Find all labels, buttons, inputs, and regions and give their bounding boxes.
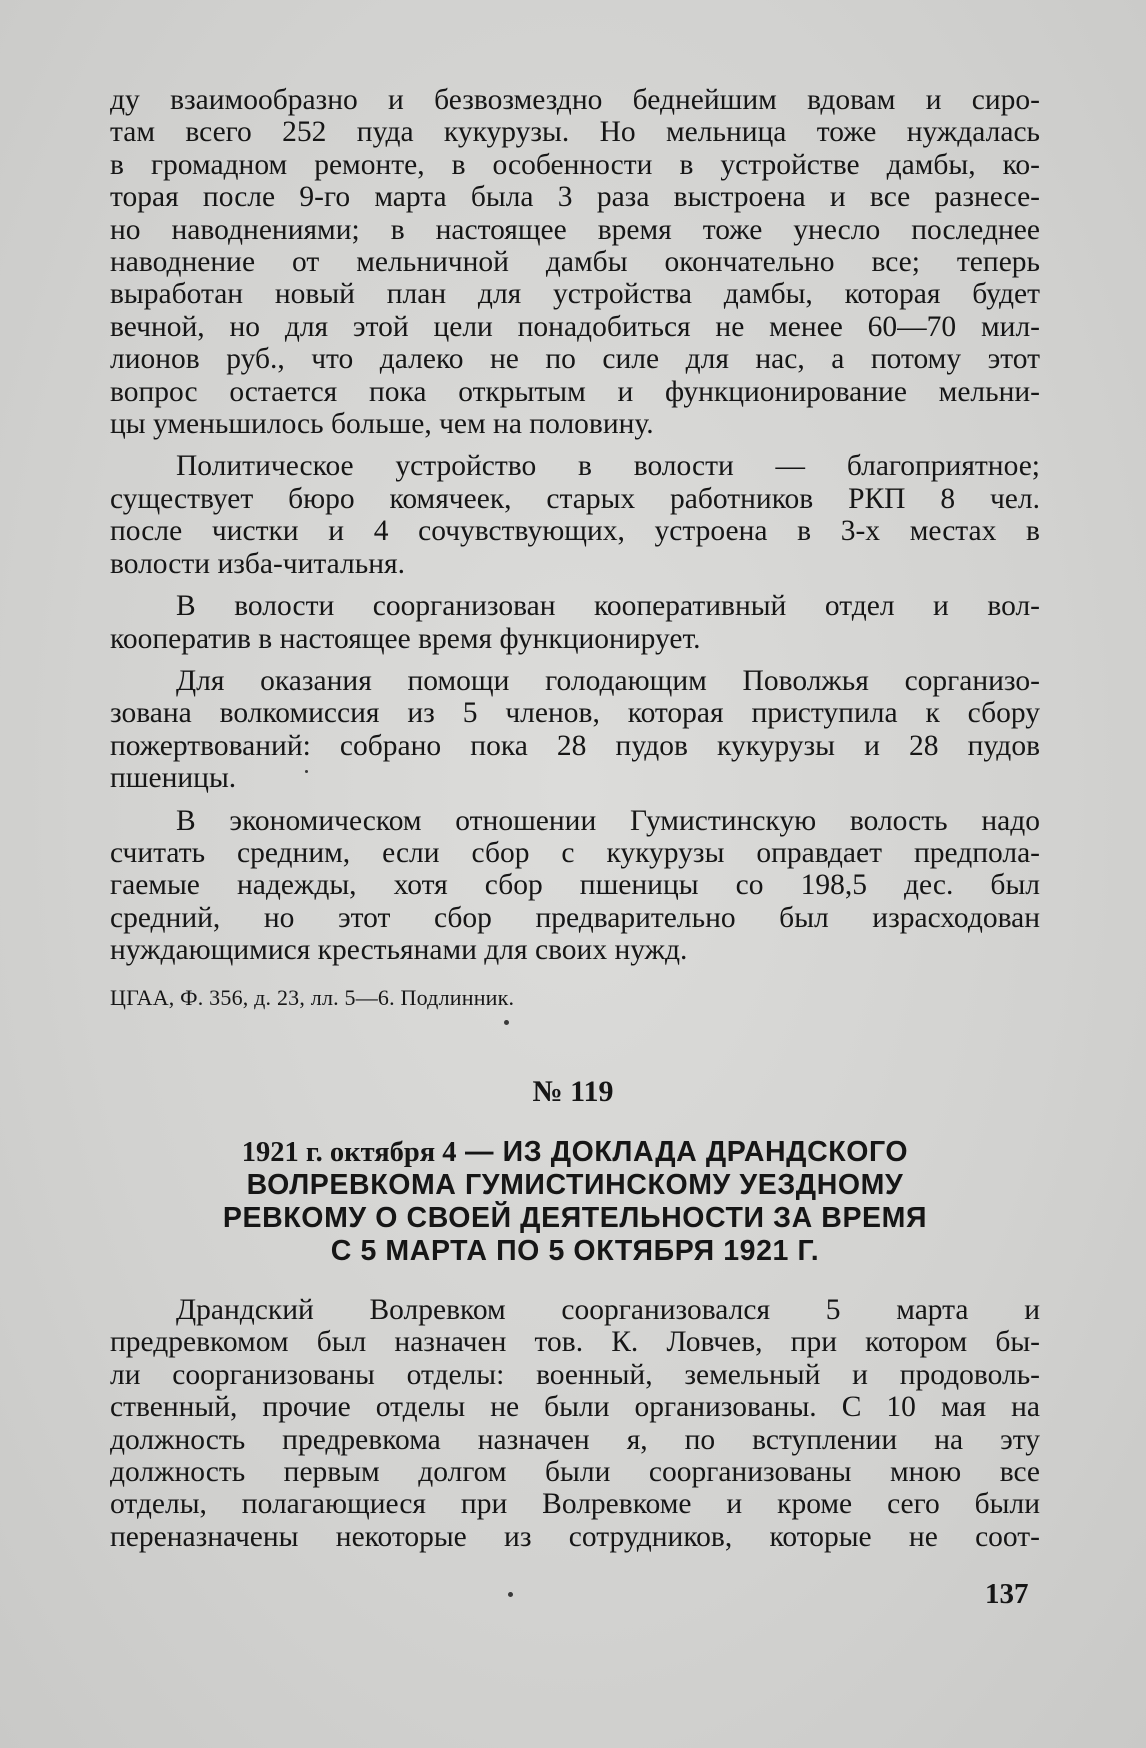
text-line: В волости соорганизован кооперативный отдел и вол- xyxy=(176,590,1040,623)
text-line: лионов руб., что далеко не по силе для нас, а потому этот xyxy=(110,343,1040,376)
text-line: в громадном ремонте, в особенности в устройстве дамбы, ко- xyxy=(110,148,1040,181)
paragraph-cooperative xyxy=(110,590,1040,655)
title-line: ВОЛРЕВКОМА ГУМИСТИНСКОМУ УЕЗДНОМУ xyxy=(246,1169,904,1201)
text-line: существует бюро комячеек, старых работников РКП 8 чел. xyxy=(110,482,1040,515)
paragraph-famine-aid xyxy=(110,665,1040,795)
continued-report-text xyxy=(110,84,1040,967)
text-line: кооператив в настоящее время функционирует. xyxy=(110,622,701,655)
paragraph-political xyxy=(110,450,1040,580)
text-line: выработан новый план для устройства дамбы, которая будет xyxy=(110,278,1040,311)
text-line: торая после 9-го марта была 3 раза выстроена и все разнесе- xyxy=(110,181,1040,214)
document-number: № 119 xyxy=(532,1075,614,1108)
text-line: Для оказания помощи голодающим Поволжья сорганизо- xyxy=(176,664,1040,697)
text-line: вечной, но для этой цели понадобиться не менее 60—70 мил- xyxy=(110,310,1040,343)
text-line: там всего 252 пуда кукурузы. Но мельница тоже нуждалась xyxy=(110,116,1040,149)
text-line: Драндский Волревком соорганизовался 5 марта и xyxy=(176,1294,1040,1326)
text-line: ли соорганизованы отделы: военный, земельный и продоволь- xyxy=(110,1358,1040,1391)
page-number: 137 xyxy=(985,1578,1029,1610)
text-line: пшеницы. xyxy=(110,762,237,795)
text-line: после чистки и 4 сочувствующих, устроена в 3-х местах в xyxy=(110,515,1040,548)
title-date: 1921 г. октября 4 xyxy=(241,1137,457,1168)
text-line: волости изба-читальня. xyxy=(110,547,405,580)
title-line: РЕВКОМУ О СВОЕЙ ДЕЯТЕЛЬНОСТИ ЗА ВРЕМЯ xyxy=(222,1202,928,1234)
print-speck xyxy=(508,1592,513,1597)
title-line xyxy=(150,1136,1000,1169)
text-line: вопрос остается пока открытым и функционирование мельни- xyxy=(110,375,1040,408)
text-line: Политическое устройство в волости — благоприятное; xyxy=(176,450,1040,483)
text-line: гаемые надежды, хотя сбор пшеницы со 198,5 дес. был xyxy=(110,869,1040,902)
text-line: отделы, полагающиеся при Волревкоме и кроме сего были xyxy=(110,1488,1040,1521)
text-line: но наводнениями; в настоящее время тоже унесло последнее xyxy=(110,213,1040,246)
text-line: считать средним, если сбор с кукурузы оправдает предпола- xyxy=(110,836,1040,869)
document-title xyxy=(150,1136,1000,1268)
text-line: пожертвований: собрано пока 28 пудов кукурузы и 28 пудов xyxy=(110,729,1040,762)
text-line: зована волкомиссия из 5 членов, которая приступила к сбору xyxy=(110,697,1040,730)
title-line: С 5 МАРТА ПО 5 ОКТЯБРЯ 1921 Г. xyxy=(330,1235,820,1267)
text-line: средний, но этот сбор предварительно был израсходован xyxy=(110,901,1040,934)
text-line: цы уменьшилось больше, чем на половину. xyxy=(110,408,654,441)
text-line: ду взаимообразно и безвозмездно беднейшим вдовам и сиро- xyxy=(110,84,1040,116)
text-line: ственный, прочие отделы не были организованы. С 10 мая на xyxy=(110,1391,1040,1424)
text-line: должность предревкома назначен я, по вступлении на эту xyxy=(110,1423,1040,1456)
text-line: нуждающимися крестьянами для своих нужд. xyxy=(110,934,688,967)
text-line: переназначены некоторые из сотрудников, которые не соот- xyxy=(110,1520,1040,1553)
title-text: — ИЗ ДОКЛАДА ДРАНДСКОГО xyxy=(456,1136,909,1168)
archive-source-note: ЦГАА, Ф. 356, д. 23, лл. 5—6. Подлинник. xyxy=(110,985,515,1010)
print-speck xyxy=(504,1020,509,1025)
print-speck xyxy=(305,770,308,773)
text-line: наводнение от мельничной дамбы окончательно все; теперь xyxy=(110,246,1040,279)
text-line: В экономическом отношении Гумистинскую волость надо xyxy=(176,804,1040,837)
text-line: предревкомом был назначен тов. К. Ловчев, при котором бы- xyxy=(110,1326,1040,1359)
document-body xyxy=(110,1294,1040,1553)
text-line: должность первым долгом были соорганизованы мною все xyxy=(110,1456,1040,1489)
paragraph-economic xyxy=(110,805,1040,967)
paragraph-mill xyxy=(110,84,1040,440)
